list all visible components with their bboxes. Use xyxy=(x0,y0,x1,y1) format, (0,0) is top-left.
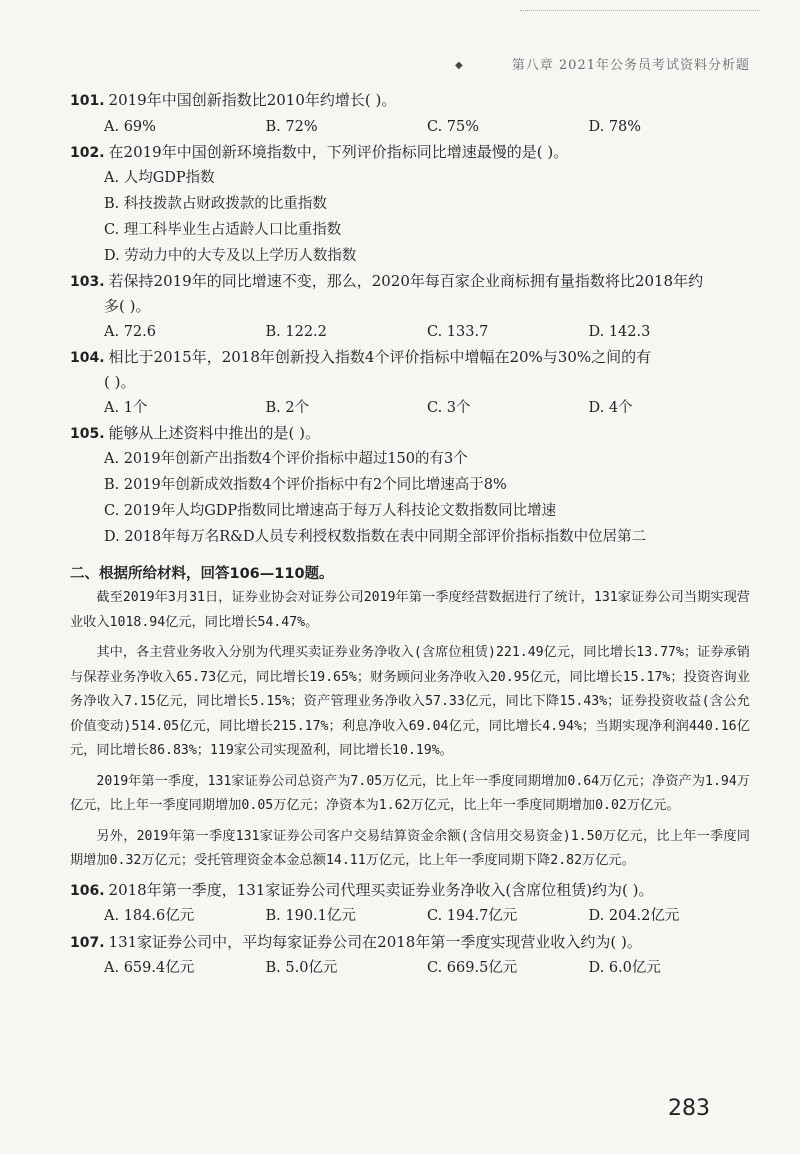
option-a: A. 184.6亿元 xyxy=(104,908,195,924)
question-number: 105. xyxy=(70,426,105,442)
material-paragraph: 其中，各主营业务收入分别为代理买卖证券业务净收入(含席位租赁)221.49亿元，同比增长13.77%；证券承销与保荐业务净收入65.73亿元，同比增长19.65%；财务顾问业务净收入20.95亿元，同比增长15.17%；投资咨询业务净收入7.15亿元，同比增长5.15%；资产管理业务净收入57.33亿元，同比下降15.43%；证券投资收益(含公允价值变动)514.05亿元，同比增长215.17%；利息净收入69.04亿元，同比增长4.94%；当期实现净利润440.16亿元，同比增长86.83%；119家公司实现盈利，同比增长10.19%。 xyxy=(70,645,750,758)
options-list xyxy=(70,165,750,269)
option-c: C. 75% xyxy=(427,118,480,135)
section-heading: 二、根据所给材料，回答106—110题。 xyxy=(70,566,334,582)
option-c: C. 3个 xyxy=(427,399,471,416)
question-number: 101. xyxy=(70,93,105,109)
options-row xyxy=(70,113,750,140)
question-102 xyxy=(70,140,750,269)
option-d: D. 142.3 xyxy=(588,323,651,340)
option-b: B. 科技拨款占财政拨款的比重指数 xyxy=(104,196,327,212)
question-103 xyxy=(70,269,750,345)
option-d: D. 6.0亿元 xyxy=(588,960,661,976)
question-number: 106. xyxy=(70,882,105,899)
running-header: 第八章 2021年公务员考试资料分析题 xyxy=(511,58,750,73)
question-stem: 2018年第一季度，131家证券公司代理买卖证券业务净收入(含席位租赁)约为( )。 xyxy=(108,880,654,899)
question-number: 103. xyxy=(70,274,105,290)
header-bullet: ◆ xyxy=(455,60,463,71)
question-106 xyxy=(70,878,750,930)
options-row xyxy=(70,394,750,421)
option-b: B. 2个 xyxy=(265,399,310,416)
header-rule xyxy=(520,10,760,13)
question-number: 107. xyxy=(70,934,105,951)
option-a: A. 2019年创新产出指数4个评价指标中超过150的有3个 xyxy=(104,451,468,467)
option-c: C. 2019年人均GDP指数同比增速高于每万人科技论文数指数同比增速 xyxy=(104,503,557,519)
page-number: 283 xyxy=(668,1096,710,1121)
question-stem: 能够从上述资料中推出的是( )。 xyxy=(108,424,321,442)
question-105 xyxy=(70,421,750,550)
question-stem: 若保持2019年的同比增速不变，那么，2020年每百家企业商标拥有量指数将比2018年约 xyxy=(108,272,704,290)
option-a: A. 69% xyxy=(104,118,156,135)
option-c: C. 194.7亿元 xyxy=(427,908,518,924)
question-stem-continued: 多( )。 xyxy=(104,297,151,315)
question-stem: 相比于2015年，2018年创新投入指数4个评价指标中增幅在20%与30%之间的有 xyxy=(108,348,652,366)
material-paragraph: 另外，2019年第一季度131家证券公司客户交易结算资金余额(含信用交易资金)1.50万亿元，比上年一季度同期增加0.32万亿元；受托管理资金本金总额14.11万亿元，比上年一季度同期下降2.82万亿元。 xyxy=(70,828,750,868)
option-d: D. 2018年每万名R&D人员专利授权数指数在表中同期全部评价指标指数中位居第二 xyxy=(104,529,647,545)
question-stem: 2019年中国创新指数比2010年约增长( )。 xyxy=(108,91,397,109)
question-number: 102. xyxy=(70,145,105,161)
question-104 xyxy=(70,345,750,421)
option-b: B. 2019年创新成效指数4个评价指标中有2个同比增速高于8% xyxy=(104,477,507,493)
option-a: A. 72.6 xyxy=(104,323,156,340)
option-a: A. 人均GDP指数 xyxy=(104,170,215,186)
options-row xyxy=(70,903,750,930)
options-list xyxy=(70,446,750,550)
question-101 xyxy=(70,88,750,140)
question-stem: 在2019年中国创新环境指数中，下列评价指标同比增速最慢的是( )。 xyxy=(108,143,569,161)
content-body xyxy=(70,88,750,982)
option-b: B. 190.1亿元 xyxy=(265,908,356,924)
material-paragraph: 2019年第一季度，131家证券公司总资产为7.05万亿元，比上年一季度同期增加0.64万亿元；净资产为1.94万亿元，比上年一季度同期增加0.05万亿元；净资本为1.62万亿元，比上年一季度同期增加0.02万亿元。 xyxy=(70,773,750,813)
option-a: A. 659.4亿元 xyxy=(104,960,195,976)
option-c: C. 理工科毕业生占适龄人口比重指数 xyxy=(104,222,342,238)
question-stem: 131家证券公司中，平均每家证券公司在2018年第一季度实现营业收入约为( )。 xyxy=(108,932,642,951)
options-row xyxy=(70,318,750,345)
question-stem-continued: ( )。 xyxy=(104,373,136,391)
option-d: D. 4个 xyxy=(588,399,633,416)
option-d: D. 劳动力中的大专及以上学历人数指数 xyxy=(104,248,357,264)
options-row xyxy=(70,955,750,982)
option-c: C. 133.7 xyxy=(427,323,489,340)
option-b: B. 5.0亿元 xyxy=(265,960,338,976)
option-c: C. 669.5亿元 xyxy=(427,960,518,976)
option-d: D. 204.2亿元 xyxy=(588,908,680,924)
option-a: A. 1个 xyxy=(104,399,148,416)
question-107 xyxy=(70,930,750,982)
option-d: D. 78% xyxy=(588,118,642,135)
material-paragraph: 截至2019年3月31日，证券业协会对证券公司2019年第一季度经营数据进行了统计，131家证券公司当期实现营业收入1018.94亿元，同比增长54.47%。 xyxy=(70,590,750,630)
option-b: B. 72% xyxy=(265,118,318,135)
option-b: B. 122.2 xyxy=(265,323,327,340)
question-number: 104. xyxy=(70,350,105,366)
